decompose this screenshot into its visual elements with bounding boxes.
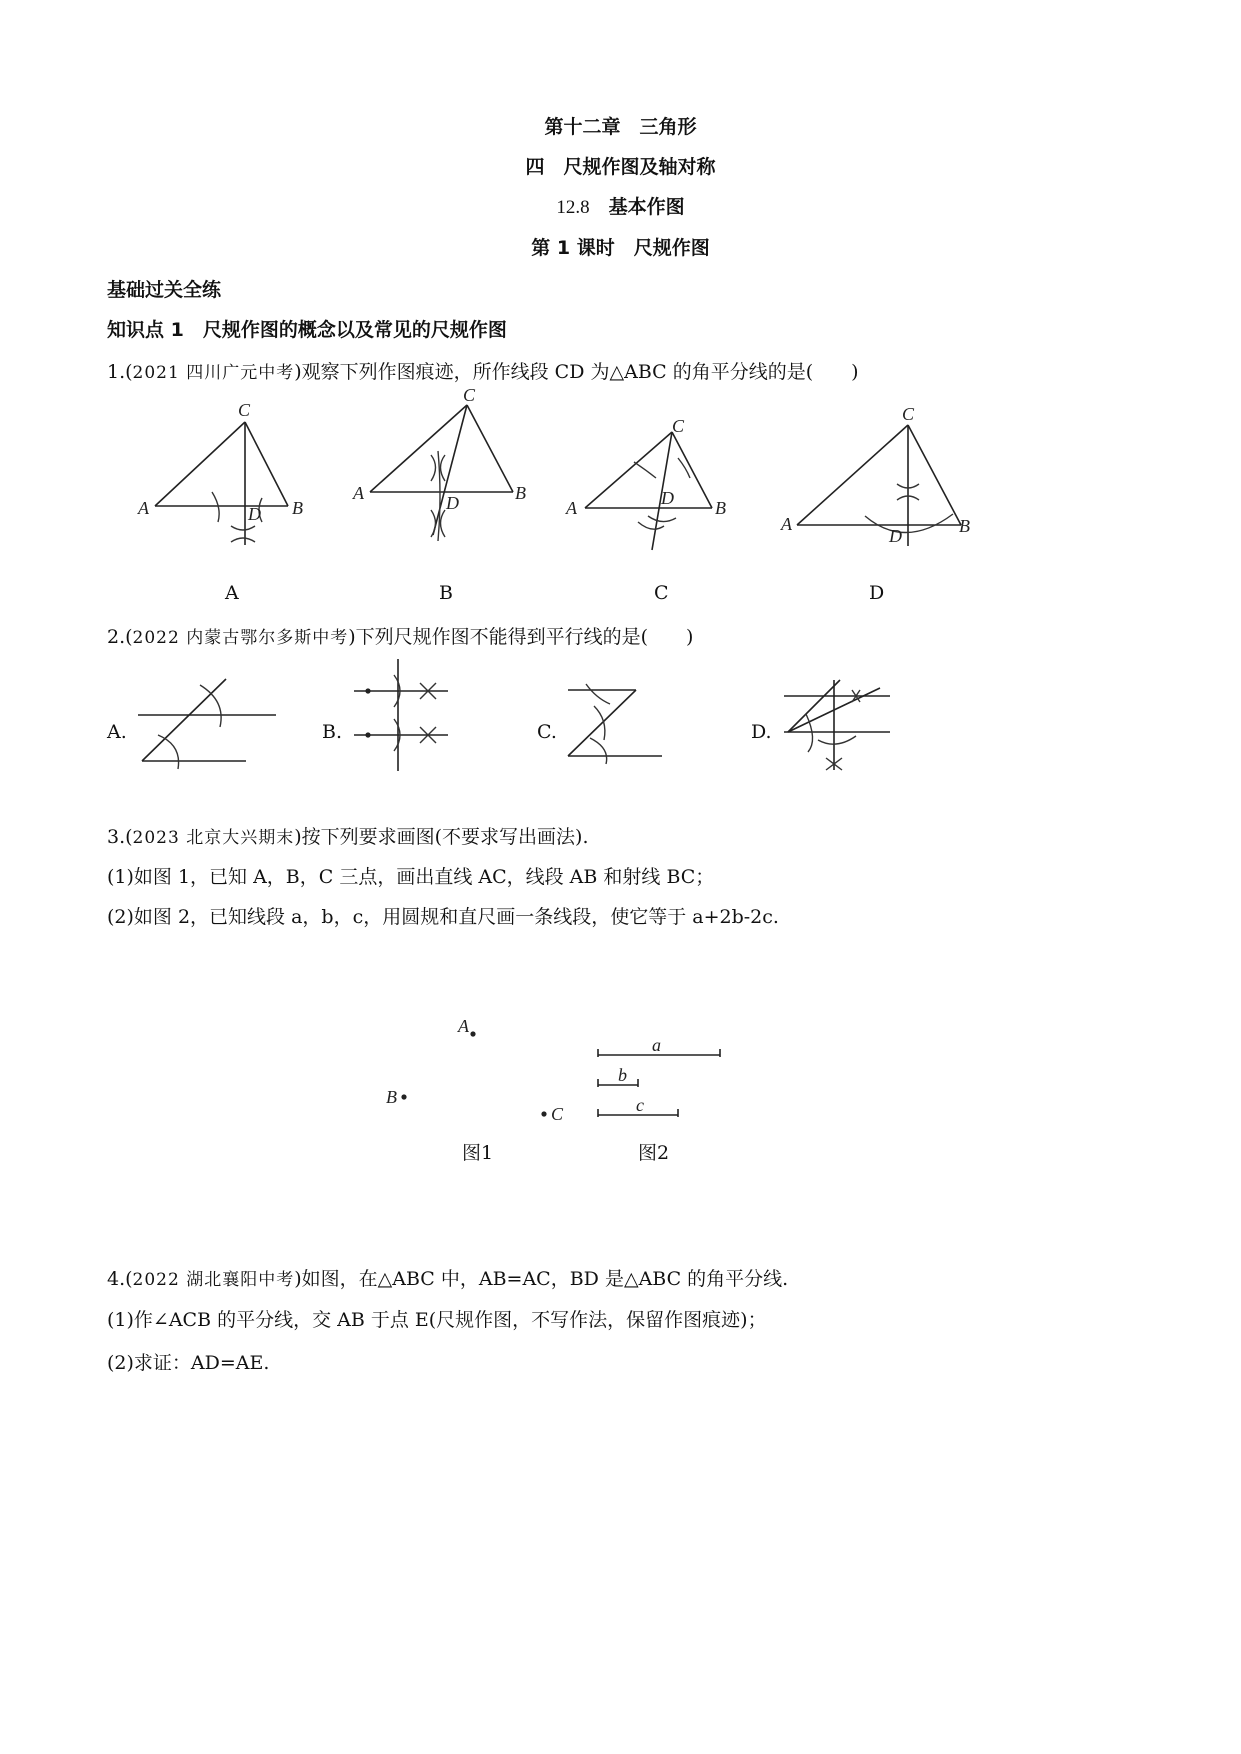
svg-text:B: B (715, 498, 726, 518)
svg-text:C: C (238, 400, 251, 420)
q2-figure-a (130, 665, 290, 780)
exercise-heading: 基础过关全练 (107, 279, 222, 301)
q1-option-c: C (654, 582, 669, 604)
svg-text:C: C (672, 416, 685, 436)
q1-option-d: D (869, 582, 885, 604)
q1-source: 2021 四川广元中考 (132, 363, 295, 383)
q2-text (107, 622, 693, 649)
period-name: 尺规作图 (633, 237, 710, 259)
q3-figure-2 (590, 1035, 740, 1125)
svg-text:B: B (292, 498, 303, 518)
q2-figure-c (560, 680, 670, 770)
q1-figure-a (130, 400, 330, 560)
q1-figure-d (775, 400, 995, 550)
q1-text (107, 357, 859, 384)
svg-text:A: A (353, 483, 364, 503)
svg-text:B: B (515, 483, 526, 503)
q3-point-b-label: B (386, 1087, 397, 1107)
q3-figure-1 (380, 1010, 580, 1130)
q4-part2: (2)求证：AD=AE. (107, 1352, 270, 1374)
q1-figure-b (345, 385, 545, 555)
q3-fig2-caption: 图2 (638, 1142, 670, 1164)
q3-part1: (1)如图 1，已知 A，B，C 三点，画出直线 AC，线段 AB 和射线 BC； (107, 866, 715, 888)
knowledge-point: 知识点 1 尺规作图的概念以及常见的尺规作图 (107, 319, 507, 341)
period-title (0, 233, 1241, 260)
q2-option-b: B. (322, 721, 343, 743)
q4-num: 4.( (107, 1268, 133, 1290)
q4-stem: )如图，在△ABC 中，AB=AC，BD 是△ABC 的角平分线. (294, 1268, 789, 1290)
lesson-name: 基本作图 (608, 196, 685, 218)
svg-text:D: D (248, 504, 261, 524)
q3-num: 3.( (107, 826, 133, 848)
svg-text:A: A (138, 498, 149, 518)
q3-segment-a-label: a (652, 1035, 661, 1055)
q1-stem: )观察下列作图痕迹，所作线段 CD 为△ABC 的角平分线的是( ) (294, 361, 859, 383)
section-title: 四 尺规作图及轴对称 (525, 156, 716, 178)
q3-fig1-caption: 图1 (462, 1142, 494, 1164)
lesson-number: 12.8 (556, 197, 590, 218)
q1-num: 1.( (107, 361, 133, 383)
svg-text:C: C (902, 404, 915, 424)
q2-num: 2.( (107, 626, 133, 648)
q4-source: 2022 湖北襄阳中考 (132, 1270, 295, 1290)
q3-source: 2023 北京大兴期末 (132, 828, 295, 848)
q4-part1: (1)作∠ACB 的平分线，交 AB 于点 E(尺规作图，不写作法，保留作图痕迹)； (107, 1309, 767, 1331)
q2-option-c: C. (537, 721, 557, 743)
q1-option-a: A (225, 582, 239, 604)
q2-figure-b (348, 655, 458, 775)
svg-text:A: A (781, 514, 792, 534)
q2-option-d: D. (751, 721, 772, 743)
q2-figure-d (778, 670, 898, 780)
q4-text (107, 1264, 788, 1291)
q2-stem: )下列尺规作图不能得到平行线的是( ) (348, 626, 694, 648)
q1-option-b: B (439, 582, 453, 604)
q3-segment-b-label: b (618, 1065, 627, 1085)
svg-text:A: A (566, 498, 577, 518)
q3-stem: )按下列要求画图(不要求写出画法). (294, 826, 589, 848)
svg-text:B: B (959, 516, 970, 536)
q2-option-a: A. (107, 721, 127, 743)
q1-figure-c (560, 410, 760, 560)
q2-source: 2022 内蒙古鄂尔多斯中考 (132, 628, 349, 648)
period-number: 第 1 课时 (531, 237, 615, 259)
svg-text:C: C (463, 385, 476, 405)
svg-text:D: D (446, 493, 459, 513)
svg-text:D: D (661, 488, 674, 508)
q3-part2: (2)如图 2，已知线段 a，b，c，用圆规和直尺画一条线段，使它等于 a+2b-2c. (107, 906, 779, 928)
q3-segment-c-label: c (636, 1095, 644, 1115)
q3-text (107, 822, 589, 849)
lesson-title (0, 192, 1241, 219)
chapter-title: 第十二章 三角形 (544, 116, 697, 138)
svg-text:D: D (889, 526, 902, 546)
q3-point-c-label: C (551, 1104, 564, 1124)
q3-point-a-label: A (458, 1016, 469, 1036)
